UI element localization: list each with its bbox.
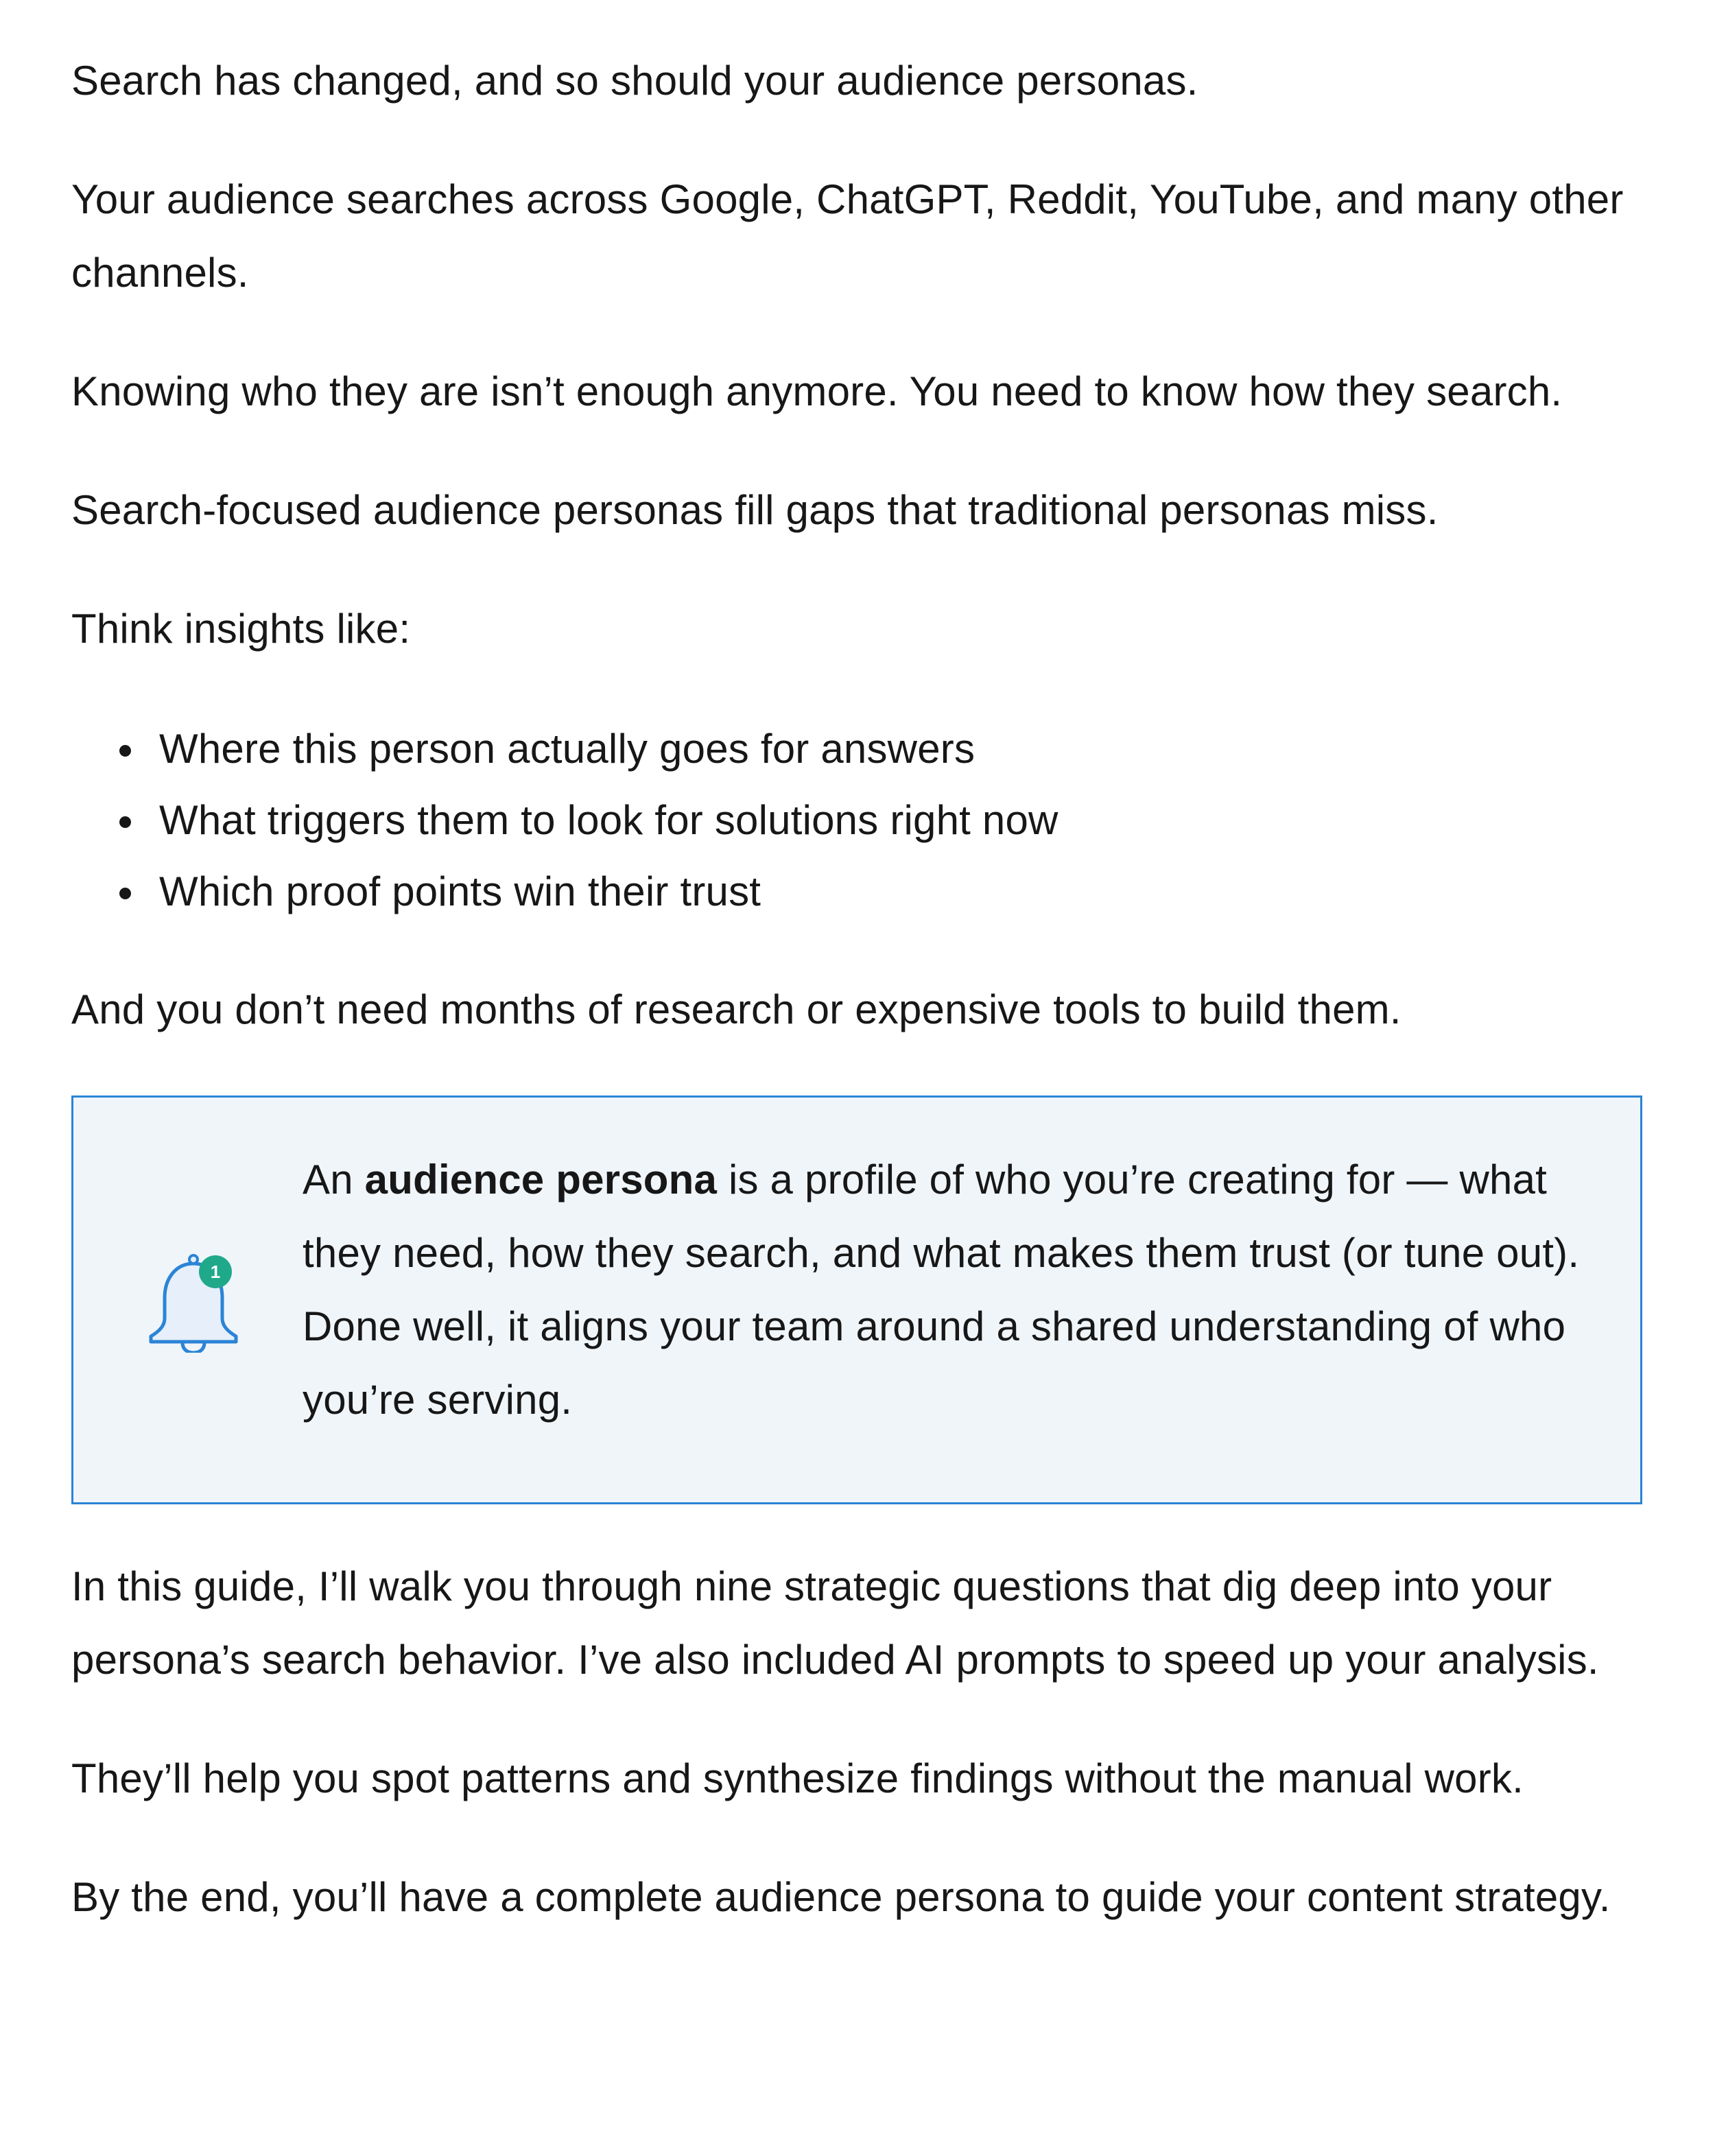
bullet-icon	[119, 745, 131, 757]
list-item	[71, 856, 1644, 927]
bullet-icon	[119, 816, 131, 828]
no-research-paragraph: And you don’t need months of research or expensive tools to build them.	[71, 986, 1401, 1032]
definition-callout	[71, 1095, 1642, 1504]
intro-paragraph-2: Your audience searches across Google, ChatGPT, Reddit, YouTube, and many other channels.	[71, 176, 1624, 296]
intro-paragraph-4: Search-focused audience personas fill gaps that traditional personas miss.	[71, 487, 1439, 533]
insights-list	[71, 713, 1644, 927]
bullet-icon	[119, 888, 131, 899]
list-item	[71, 785, 1644, 856]
list-item-text: Which proof points win their trust	[159, 868, 761, 914]
callout-lead: An	[303, 1157, 353, 1203]
outro-paragraph-3: By the end, you’ll have a complete audience persona to guide your content strategy.	[71, 1874, 1611, 1920]
callout-term: audience persona	[364, 1157, 718, 1203]
callout-text	[303, 1143, 1592, 1436]
outro-paragraph-2: They’ll help you spot patterns and synthesize findings without the manual work.	[71, 1755, 1524, 1801]
intro-paragraph-3: Knowing who they are isn’t enough anymore. You need to know how they search.	[71, 368, 1563, 414]
intro-paragraph-5: Think insights like:	[71, 606, 411, 652]
outro-paragraph-1: In this guide, I’ll walk you through nine strategic questions that dig deep into your persona’s search behavior. I’ve also included AI prompts to speed up your analysis.	[71, 1563, 1599, 1683]
list-item-text: Where this person actually goes for answers	[159, 726, 975, 772]
list-item-text: What triggers them to look for solutions right now	[159, 797, 1058, 843]
bell-icon	[145, 1253, 241, 1353]
badge-count: 1	[210, 1261, 221, 1282]
intro-paragraph-1: Search has changed, and so should your audience personas.	[71, 58, 1198, 104]
list-item	[71, 713, 1644, 785]
callout-definition: is a profile of who you’re creating for — what they need, how they search, and what makes them trust (or tune out). Done well, it aligns your team around a shared understanding of who you’re serving.	[303, 1157, 1580, 1423]
